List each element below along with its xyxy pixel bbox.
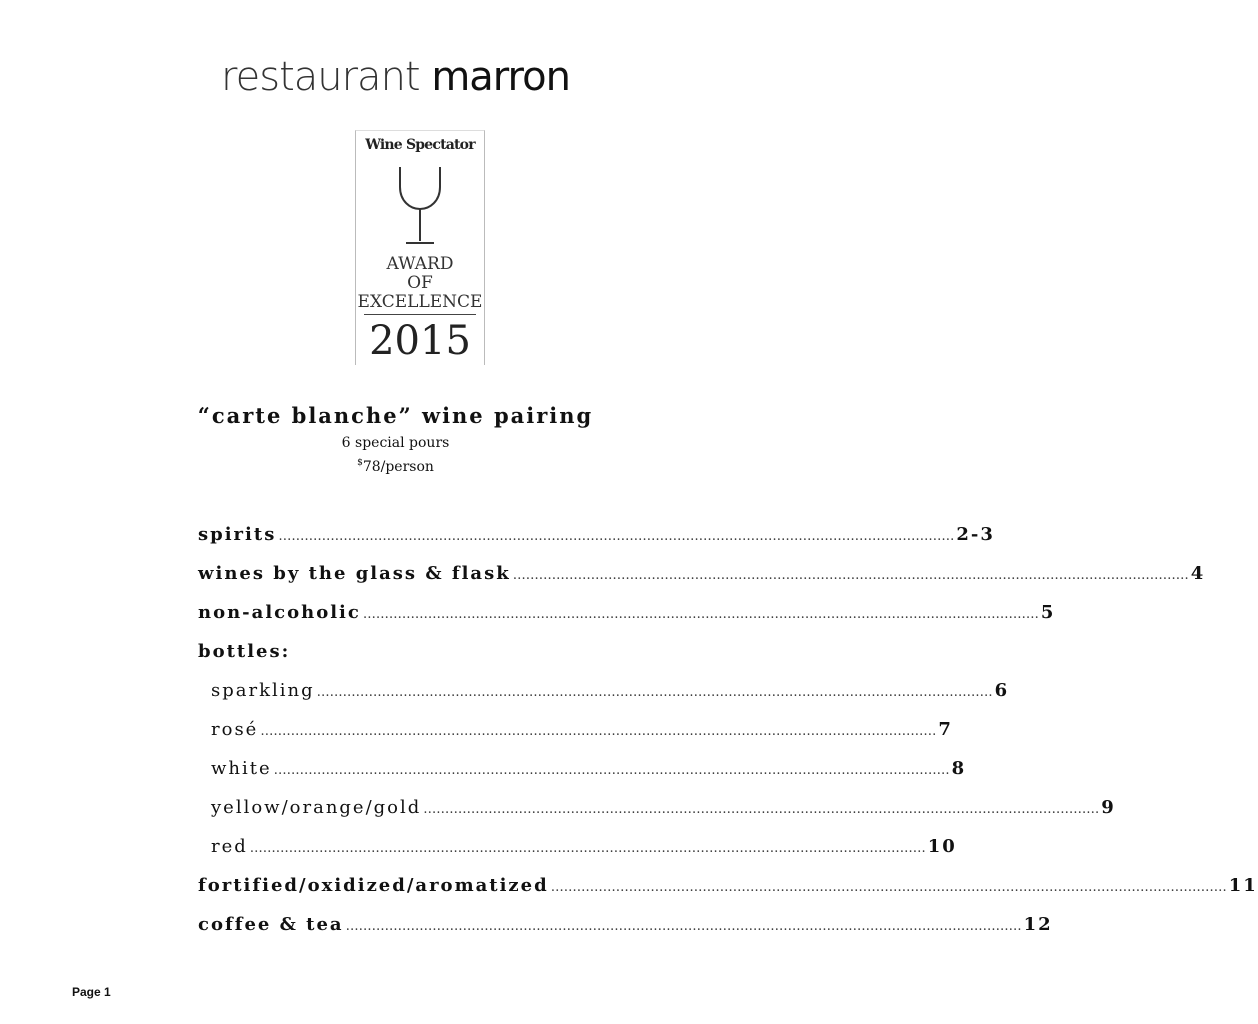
price-amount: 78/person xyxy=(362,459,434,475)
toc-label: non-alcoholic xyxy=(198,602,361,623)
award-text xyxy=(356,255,484,312)
toc-page-number: 9 xyxy=(1101,797,1116,818)
toc-leader: ………………………………………………………………………………………………………………………………………… xyxy=(273,763,950,778)
toc-page-number: 4 xyxy=(1190,563,1206,584)
toc-leader: ………………………………………………………………………………………………………………………………………… xyxy=(249,841,926,856)
toc-entry-white[interactable] xyxy=(198,754,967,793)
award-year: 2015 xyxy=(369,318,471,364)
toc-entry-yellow-orange-gold[interactable] xyxy=(198,793,1116,832)
toc-label: yellow/orange/gold xyxy=(211,797,422,818)
toc-page-number: 7 xyxy=(938,719,953,740)
award-badge xyxy=(355,130,485,365)
award-publisher: Wine Spectator xyxy=(365,137,475,153)
title-light-part: restaurant xyxy=(221,54,420,100)
toc-label: fortified/oxidized/aromatized xyxy=(198,875,549,896)
pairing-subtitle: 6 special pours xyxy=(341,435,450,451)
toc-page-number: 2-3 xyxy=(956,524,995,545)
toc-label: wines by the glass & flask xyxy=(198,563,511,584)
award-line-1: AWARD xyxy=(386,254,454,274)
toc-label: red xyxy=(211,836,248,857)
toc-page-number: 12 xyxy=(1023,914,1053,935)
toc-label: sparkling xyxy=(211,680,315,701)
toc-leader: ………………………………………………………………………………………………………………………………………… xyxy=(512,568,1189,583)
toc-leader: ………………………………………………………………………………………………………………………………………… xyxy=(260,724,937,739)
toc-label: white xyxy=(211,758,272,779)
toc-label: coffee & tea xyxy=(198,914,344,935)
toc-entry-non-alcoholic[interactable] xyxy=(198,598,1056,637)
toc-entry-coffee-tea[interactable] xyxy=(198,910,1053,949)
toc-entry-fortified[interactable] xyxy=(198,871,1258,910)
toc-leader: ………………………………………………………………………………………………………………………………………… xyxy=(278,529,955,544)
toc-page-number: 5 xyxy=(1040,602,1056,623)
toc-entry-rose[interactable] xyxy=(198,715,953,754)
table-of-contents xyxy=(198,520,1258,949)
toc-label: rosé xyxy=(211,719,259,740)
title-dark-part: marron xyxy=(431,54,570,100)
toc-entry-red[interactable] xyxy=(198,832,957,871)
toc-leader: ………………………………………………………………………………………………………………………………………… xyxy=(362,607,1039,622)
toc-page-number: 8 xyxy=(951,758,967,779)
toc-label: spirits xyxy=(198,524,277,545)
pairing-price xyxy=(0,453,791,477)
toc-leader: ………………………………………………………………………………………………………………………………………… xyxy=(550,880,1227,895)
award-line-3: EXCELLENCE xyxy=(357,292,483,312)
restaurant-title xyxy=(0,52,791,102)
toc-leader: ………………………………………………………………………………………………………………………………………… xyxy=(316,685,993,700)
price-currency: $ xyxy=(357,458,363,468)
pairing-title: “carte blanche” wine pairing xyxy=(197,403,594,428)
toc-section-bottles xyxy=(198,637,636,676)
toc-page-number: 10 xyxy=(927,836,957,857)
toc-page-number: 11 xyxy=(1228,875,1258,896)
toc-entry-wines-by-glass[interactable] xyxy=(198,559,1206,598)
toc-label: bottles: xyxy=(198,641,291,662)
page-number-footer: Page 1 xyxy=(72,985,111,999)
toc-entry-spirits[interactable] xyxy=(198,520,995,559)
award-line-2: OF xyxy=(407,273,433,293)
award-divider xyxy=(364,314,476,315)
toc-leader: ………………………………………………………………………………………………………………………………………… xyxy=(423,802,1100,817)
wine-glass-icon xyxy=(394,165,446,247)
toc-entry-sparkling[interactable] xyxy=(198,676,1010,715)
toc-leader: ………………………………………………………………………………………………………………………………………… xyxy=(345,919,1022,934)
toc-page-number: 6 xyxy=(994,680,1010,701)
